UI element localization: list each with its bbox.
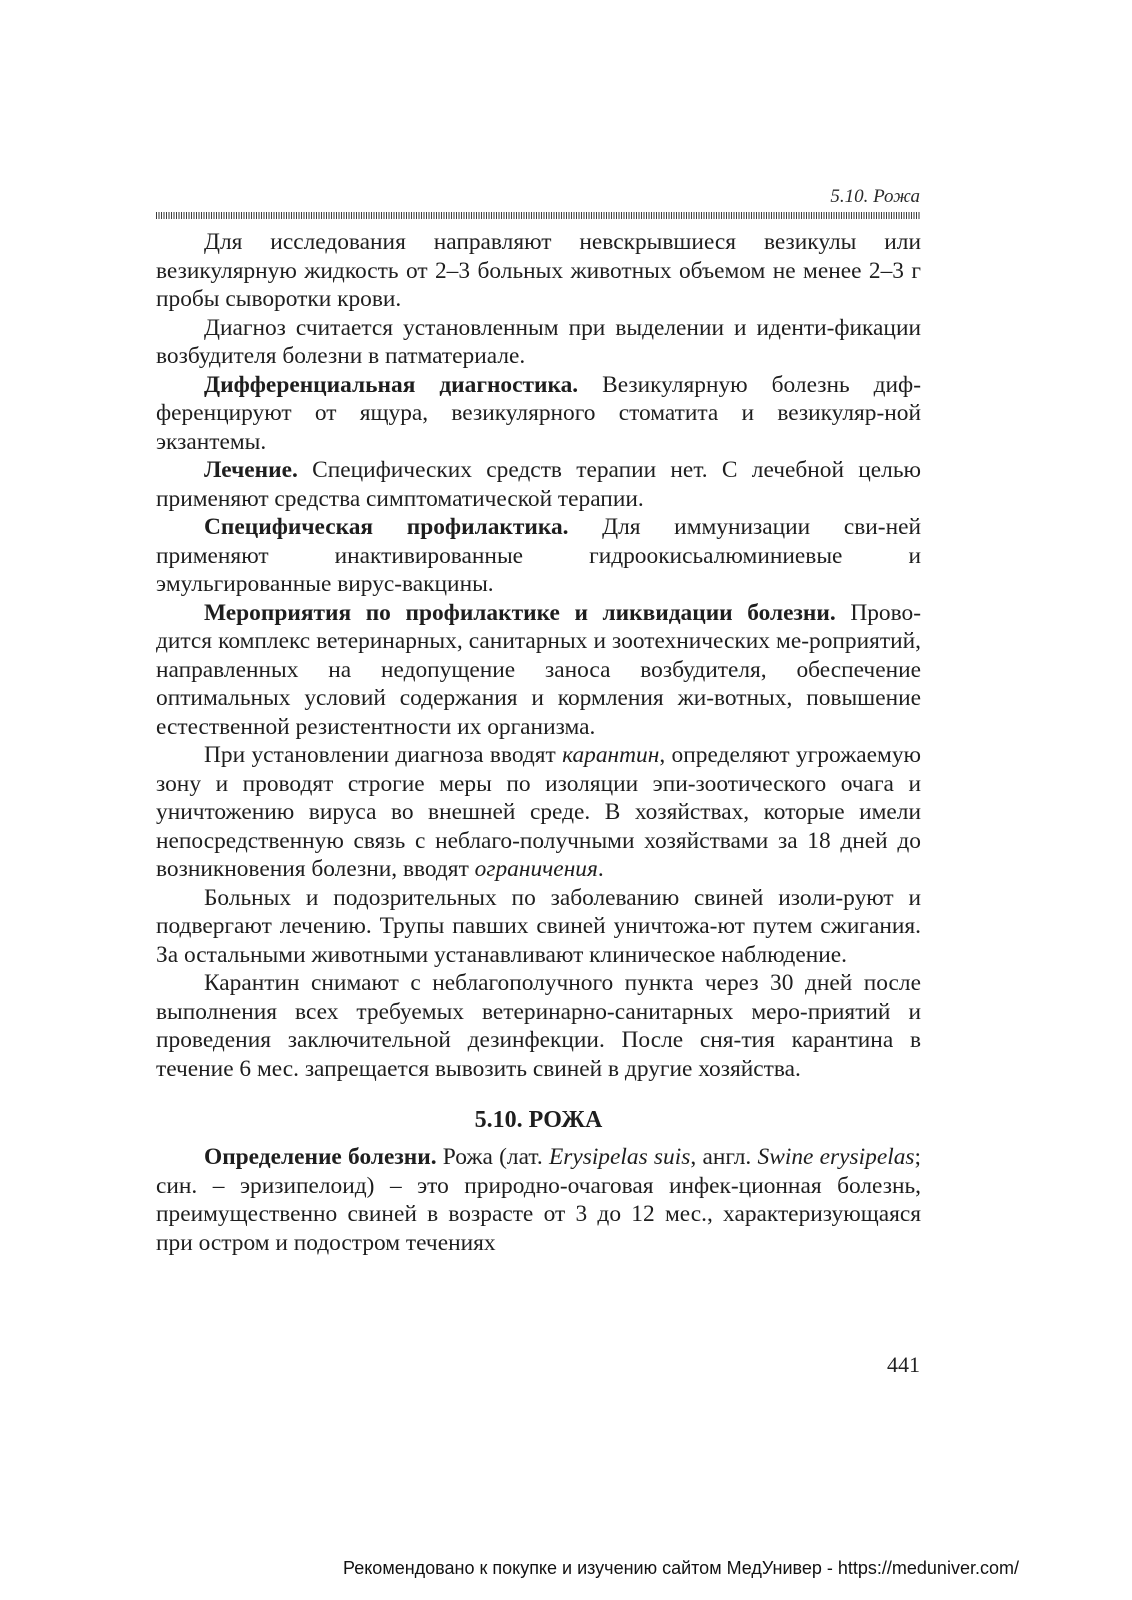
paragraph-heading: Определение болезни. (204, 1144, 437, 1170)
paragraph-text: При установлении диагноза вводят (204, 742, 563, 768)
paragraph: Больных и подозрительных по заболеванию свиней изоли-руют и подвергают лечению. Трупы павших свиней уничтожа-ют путем сжигания. За остальными животными устанавливают клиническое наблюдение. (156, 884, 921, 968)
paragraph (156, 513, 921, 599)
definition-paragraph (156, 1143, 921, 1257)
italic-term: карантин (562, 742, 660, 768)
footer-recommendation: Рекомендовано к покупке и изучению сайтом МедУнивер - https://meduniver.com/ (343, 1558, 1019, 1578)
paragraph-text: Везикулярную болезнь диф-ференцируют от ящура, везикулярного стоматита и везикуляр-ной экзантемы. (156, 371, 921, 455)
page-number: 441 (887, 1352, 920, 1377)
paragraph: Карантин снимают с неблагополучного пункта через 30 дней после выполнения всех требуемых ветеринарно-санитарных меро-приятий и проведения заключительной дезинфекции. После сня-тия карантина в течение 6 мес. запрещается вывозить свиней в другие хозяйства. (156, 970, 921, 1082)
latin-term: Erysipelas suis (548, 1144, 691, 1170)
paragraph-text: ; син. – эризипелоид) – это природно-очаговая инфек-ционная болезнь, преимущественно свиней в возрасте от 3 до 12 мес., характеризующаяся при остром и подостром течениях (156, 1144, 921, 1256)
paragraph-text: , англ. (690, 1144, 758, 1170)
paragraph-heading: Мероприятия по профилактике и ликвидации болезни. (204, 599, 836, 626)
paragraph (156, 741, 921, 884)
english-term: Swine erysipelas (757, 1144, 915, 1170)
running-head: 5.10. Рожа (830, 186, 920, 207)
paragraph (156, 371, 921, 457)
paragraph-text: Специфических средств терапии нет. С лечебной целью применяют средства симптоматической терапии. (156, 457, 921, 512)
paragraph-heading: Лечение. (204, 457, 298, 483)
paragraph-text: . (597, 856, 604, 882)
paragraph-heading: Дифференциальная диагностика. (204, 371, 579, 398)
paragraph-text: Прово-дится комплекс ветеринарных, санитарных и зоотехнических ме-роприятий, направленных на недопущение заноса возбудителя, обеспечение оптимальных условий содержания и кормления жи-вотных, повышение естественной резистентности их организма. (156, 599, 921, 740)
paragraph-text: Рожа (лат. (436, 1144, 549, 1170)
paragraph (156, 456, 921, 513)
paragraph-text: Для иммунизации сви-ней применяют инактивированные гидроокисьалюминиевые и эмульгированные вирус-вакцины. (156, 514, 921, 597)
paragraph-heading: Специфическая профилактика. (204, 514, 569, 540)
italic-term: ограничения (474, 856, 598, 882)
paragraph-text: , определяют угрожаемую зону и проводят строгие меры по изоляции эпи-зоотического очага и уничтожению вируса во внешней среде. В хозяйствах, которые имели непосредственную связь с неблаго-получными хозяйствами за 18 дней до возникновения болезни, вводят (156, 742, 921, 882)
paragraph: Для исследования направляют невскрывшиеся везикулы или везикулярную жидкость от 2–3 больных животных объемом не менее 2–3 г пробы сыворотки крови. (156, 229, 921, 312)
paragraph: Диагноз считается установленным при выделении и иденти-фикации возбудителя болезни в патматериале. (156, 314, 921, 369)
header-rule (156, 212, 921, 219)
section-title: 5.10. РОЖА (474, 1107, 603, 1133)
paragraph (156, 599, 921, 742)
text-column (156, 228, 921, 1257)
